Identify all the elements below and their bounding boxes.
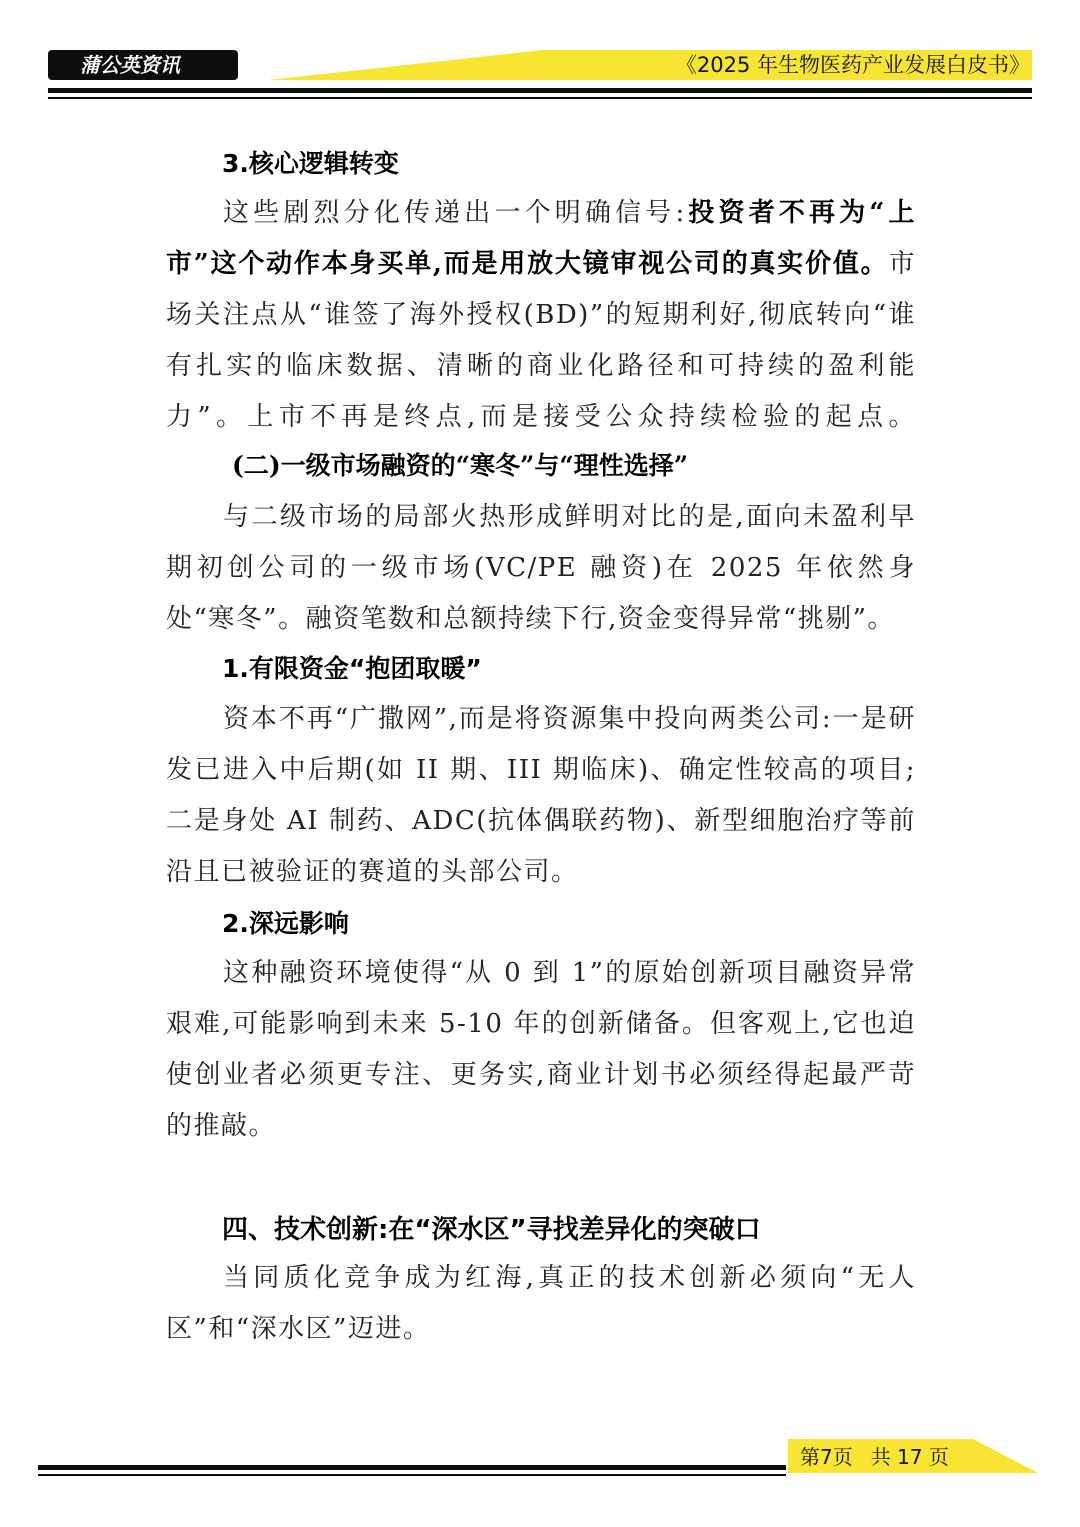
heading-far-reaching: 2.深远影响 <box>222 909 349 938</box>
footer-page-number: 第7页 <box>800 1445 853 1469</box>
header-rule-thin <box>48 97 1032 99</box>
heading-core-logic: 3.核心逻辑转变 <box>222 149 399 178</box>
header-rule-thick <box>48 88 1032 93</box>
paragraph-far-reaching: 这种融资环境使得“从 0 到 1”的原始创新项目融资异常艰难,可能影响到未来 5-10 年的创新储备。但客观上,它也迫使创业者必须更专注、更务实,商业计划书必须经得起最严苛的推敲。 <box>166 958 916 1141</box>
footer-rule-thin <box>38 1474 786 1476</box>
heading-limited-capital: 1.有限资金“抱团取暖” <box>222 654 482 683</box>
paragraph-tech-innovation: 当同质化竞争成为红海,真正的技术创新必须向“无人区”和“深水区”迈进。 <box>166 1263 916 1344</box>
heading-section-four: 四、技术创新:在“深水区”寻找差异化的突破口 <box>222 1215 761 1245</box>
paragraph-signal-rest: 市场关注点从“谁签了海外授权(BD)”的短期利好,彻底转向“谁有扎实的临床数据、清晰的商业化路径和可持续的盈利能力”。上市不再是终点,而是接受公众持续检验的起点。 <box>166 249 916 432</box>
heading-primary-market: (二)一级市场融资的“寒冬”与“理性选择” <box>232 451 689 480</box>
paragraph-signal-lead: 这些剧烈分化传递出一个明确信号: <box>223 198 686 228</box>
paragraph-signal-bold: 投资者不再为“上市”这个动作本身买单,而是用放大镜审视公司的真实价值。 <box>166 198 916 279</box>
footer-page-info <box>800 1442 967 1472</box>
header-brand-badge: 蒲公英资讯 <box>48 50 238 80</box>
header-doc-title: 《2025 年生物医药产业发展白皮书》 <box>675 53 1030 77</box>
footer-rule-thick <box>38 1465 786 1470</box>
paragraph-signal <box>166 188 916 443</box>
footer-page-total: 共 17 页 <box>870 1445 949 1469</box>
paragraph-primary-market: 与二级市场的局部火热形成鲜明对比的是,面向未盈利早期初创公司的一级市场(VC/PE 融资)在 2025 年依然身处“寒冬”。融资笔数和总额持续下行,资金变得异常“挑剔”。 <box>166 502 916 634</box>
paragraph-limited-capital: 资本不再“广撒网”,而是将资源集中投向两类公司:一是研发已进入中后期(如 II 期、III 期临床)、确定性较高的项目;二是身处 AI 制药、ADC(抗体偶联药物)、新型细胞治疗等前沿且已被验证的赛道的头部公司。 <box>166 704 916 887</box>
